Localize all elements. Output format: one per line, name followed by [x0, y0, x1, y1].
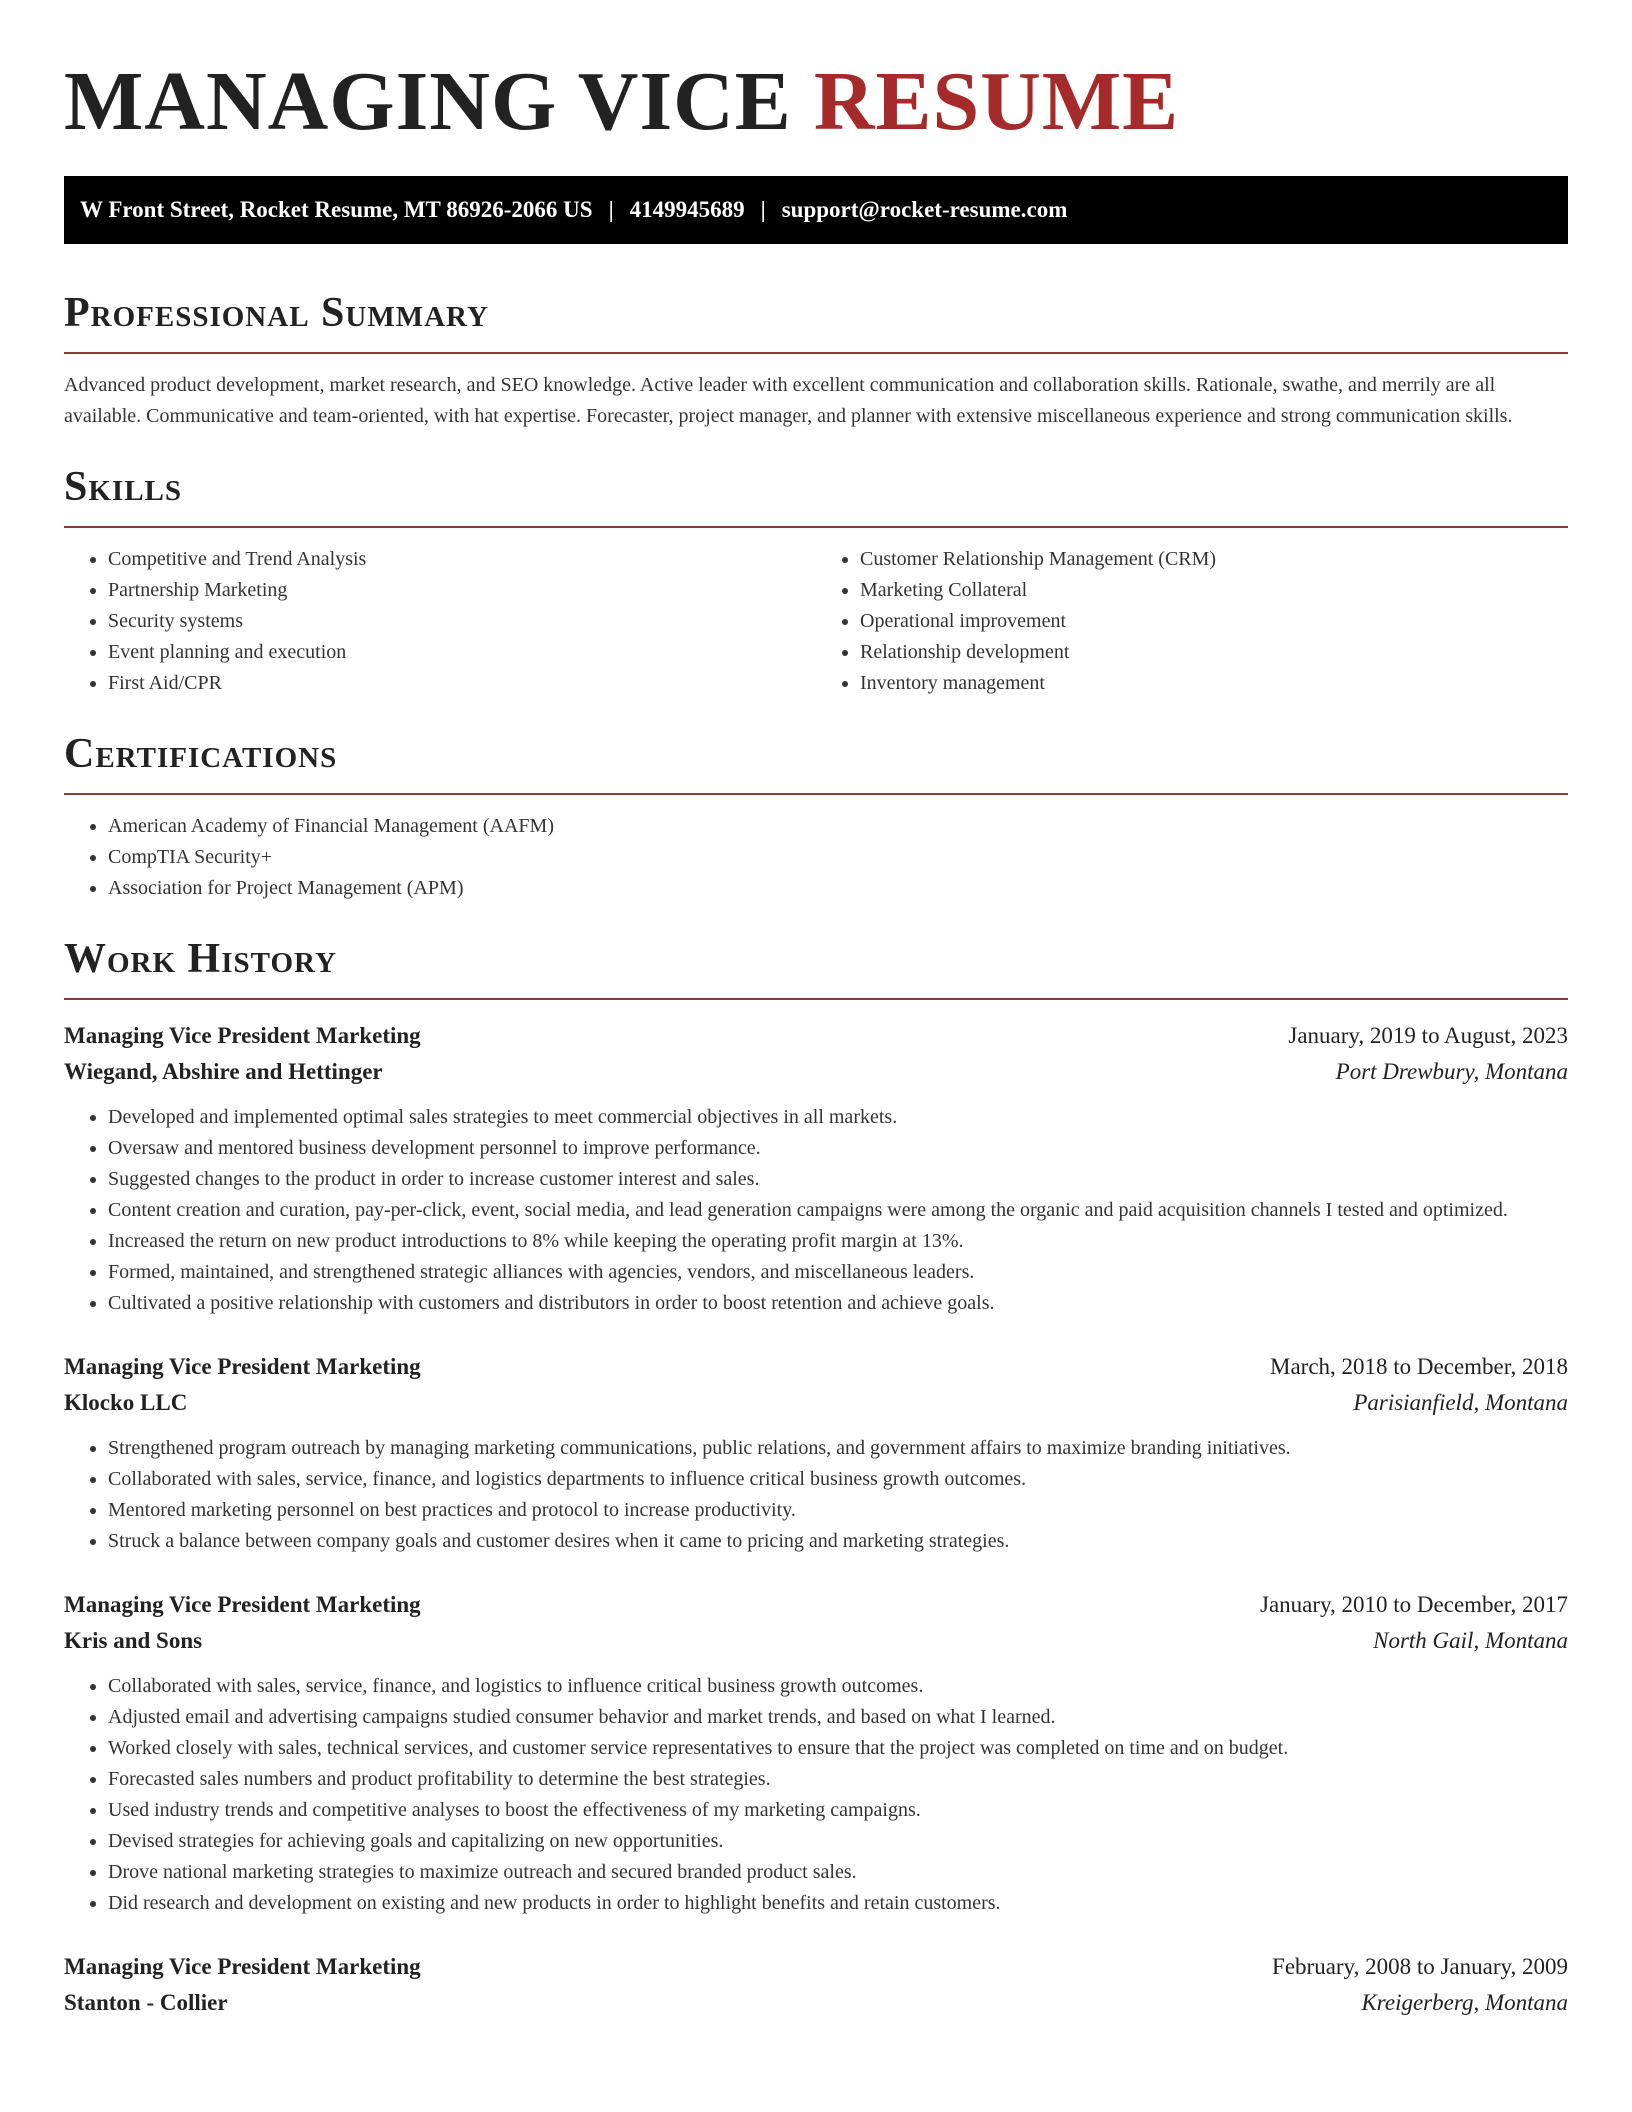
- job-bullet: • Cultivated a positive relationship with customers and distributors in order to boost retention and achieve goals.: [108, 1288, 1568, 1319]
- job-location: Kreigerberg, Montana: [1361, 1990, 1568, 2015]
- job-entry: [64, 1349, 1568, 1557]
- job-title: Managing Vice President Marketing: [64, 1354, 421, 1379]
- certification-item: • Association for Project Management (APM): [108, 873, 1568, 904]
- skill-item: • First Aid/CPR: [108, 668, 816, 699]
- job-location: North Gail, Montana: [1373, 1628, 1568, 1653]
- job-bullets: [64, 1671, 1568, 1919]
- skills-list-left: [64, 544, 816, 699]
- job-bullet: • Collaborated with sales, service, finance, and logistics departments to influence critical business growth outcomes.: [108, 1464, 1568, 1495]
- skill-item: • Inventory management: [860, 668, 1568, 699]
- skills-list-right: [816, 544, 1568, 699]
- section-heading-skills: Skills: [64, 460, 1568, 528]
- job-company: Wiegand, Abshire and Hettinger: [64, 1059, 383, 1084]
- professional-summary-section: [64, 286, 1568, 432]
- job-bullet: • Suggested changes to the product in order to increase customer interest and sales.: [108, 1164, 1568, 1195]
- job-company-row: [64, 1385, 1568, 1421]
- contact-phone: 4149945689: [629, 197, 745, 222]
- job-dates: February, 2008 to January, 2009: [1272, 1954, 1568, 1979]
- job-company: Stanton - Collier: [64, 1990, 228, 2015]
- job-entry: [64, 1018, 1568, 1319]
- job-entry: [64, 1587, 1568, 1919]
- skills-grid: [64, 528, 1568, 699]
- resume-title: [64, 52, 1568, 152]
- skill-item: • Partnership Marketing: [108, 575, 816, 606]
- job-bullet: • Adjusted email and advertising campaigns studied consumer behavior and market trends, and based on what I learned.: [108, 1702, 1568, 1733]
- job-bullet: • Worked closely with sales, technical services, and customer service representatives to ensure that the project was completed on time and on budget.: [108, 1733, 1568, 1764]
- skill-item: • Relationship development: [860, 637, 1568, 668]
- job-bullet: • Developed and implemented optimal sales strategies to meet commercial objectives in all markets.: [108, 1102, 1568, 1133]
- certification-item: • American Academy of Financial Management (AAFM): [108, 811, 1568, 842]
- contact-separator: |: [760, 197, 766, 222]
- skill-item: • Customer Relationship Management (CRM): [860, 544, 1568, 575]
- job-bullets: [64, 1433, 1568, 1557]
- job-header-row: [64, 1587, 1568, 1623]
- title-accent: RESUME: [813, 55, 1180, 148]
- certification-item: • CompTIA Security+: [108, 842, 1568, 873]
- job-bullet: • Oversaw and mentored business development personnel to improve performance.: [108, 1133, 1568, 1164]
- job-bullet: • Did research and development on existing and new products in order to highlight benefits and retain customers.: [108, 1888, 1568, 1919]
- job-header-row: [64, 1018, 1568, 1054]
- job-header-row: [64, 1949, 1568, 1985]
- job-header-row: [64, 1349, 1568, 1385]
- section-heading-summary: Professional Summary: [64, 286, 1568, 354]
- job-title: Managing Vice President Marketing: [64, 1592, 421, 1617]
- contact-address: W Front Street, Rocket Resume, MT 86926-2066 US: [80, 197, 593, 222]
- job-bullets: [64, 1102, 1568, 1319]
- contact-email: support@rocket-resume.com: [781, 197, 1068, 222]
- job-dates: January, 2019 to August, 2023: [1288, 1023, 1568, 1048]
- job-company: Kris and Sons: [64, 1628, 203, 1653]
- job-location: Port Drewbury, Montana: [1335, 1059, 1568, 1084]
- work-history-section: [64, 932, 1568, 2021]
- skills-section: [64, 460, 1568, 699]
- job-bullet: • Used industry trends and competitive analyses to boost the effectiveness of my marketing campaigns.: [108, 1795, 1568, 1826]
- section-heading-certifications: Certifications: [64, 727, 1568, 795]
- contact-separator: |: [608, 197, 614, 222]
- job-title: Managing Vice President Marketing: [64, 1023, 421, 1048]
- title-main: MANAGING VICE: [64, 55, 792, 148]
- job-bullet: • Strengthened program outreach by managing marketing communications, public relations, and government affairs to maximize branding initiatives.: [108, 1433, 1568, 1464]
- certifications-list: [64, 811, 1568, 904]
- job-company-row: [64, 1054, 1568, 1090]
- contact-bar: [64, 176, 1568, 244]
- job-location: Parisianfield, Montana: [1353, 1390, 1568, 1415]
- job-bullet: • Devised strategies for achieving goals and capitalizing on new opportunities.: [108, 1826, 1568, 1857]
- skill-item: • Marketing Collateral: [860, 575, 1568, 606]
- job-bullet: • Struck a balance between company goals and customer desires when it came to pricing and marketing strategies.: [108, 1526, 1568, 1557]
- job-bullet: • Increased the return on new product introductions to 8% while keeping the operating profit margin at 13%.: [108, 1226, 1568, 1257]
- summary-text: Advanced product development, market research, and SEO knowledge. Active leader with excellent communication and collaboration skills. Rationale, swathe, and merrily are all available. Communicative and team-oriented, with hat expertise. Forecaster, project manager, and planner with extensive miscellaneous experience and strong communication skills.: [64, 374, 1513, 427]
- job-dates: January, 2010 to December, 2017: [1260, 1592, 1568, 1617]
- job-company-row: [64, 1985, 1568, 2021]
- job-bullet: • Formed, maintained, and strengthened strategic alliances with agencies, vendors, and miscellaneous leaders.: [108, 1257, 1568, 1288]
- job-title: Managing Vice President Marketing: [64, 1954, 421, 1979]
- skill-item: • Security systems: [108, 606, 816, 637]
- skill-item: • Competitive and Trend Analysis: [108, 544, 816, 575]
- section-heading-work: Work History: [64, 932, 1568, 1000]
- job-company-row: [64, 1623, 1568, 1659]
- job-bullet: • Collaborated with sales, service, finance, and logistics to influence critical business growth outcomes.: [108, 1671, 1568, 1702]
- job-bullet: • Drove national marketing strategies to maximize outreach and secured branded product sales.: [108, 1857, 1568, 1888]
- certifications-section: [64, 727, 1568, 904]
- job-company: Klocko LLC: [64, 1390, 188, 1415]
- job-entry: [64, 1949, 1568, 2021]
- job-bullet: • Forecasted sales numbers and product profitability to determine the best strategies.: [108, 1764, 1568, 1795]
- job-bullet: • Content creation and curation, pay-per-click, event, social media, and lead generation campaigns were among the organic and paid acquisition channels I tested and optimized.: [108, 1195, 1568, 1226]
- job-dates: March, 2018 to December, 2018: [1270, 1354, 1568, 1379]
- skill-item: • Operational improvement: [860, 606, 1568, 637]
- skill-item: • Event planning and execution: [108, 637, 816, 668]
- job-bullet: • Mentored marketing personnel on best practices and protocol to increase productivity.: [108, 1495, 1568, 1526]
